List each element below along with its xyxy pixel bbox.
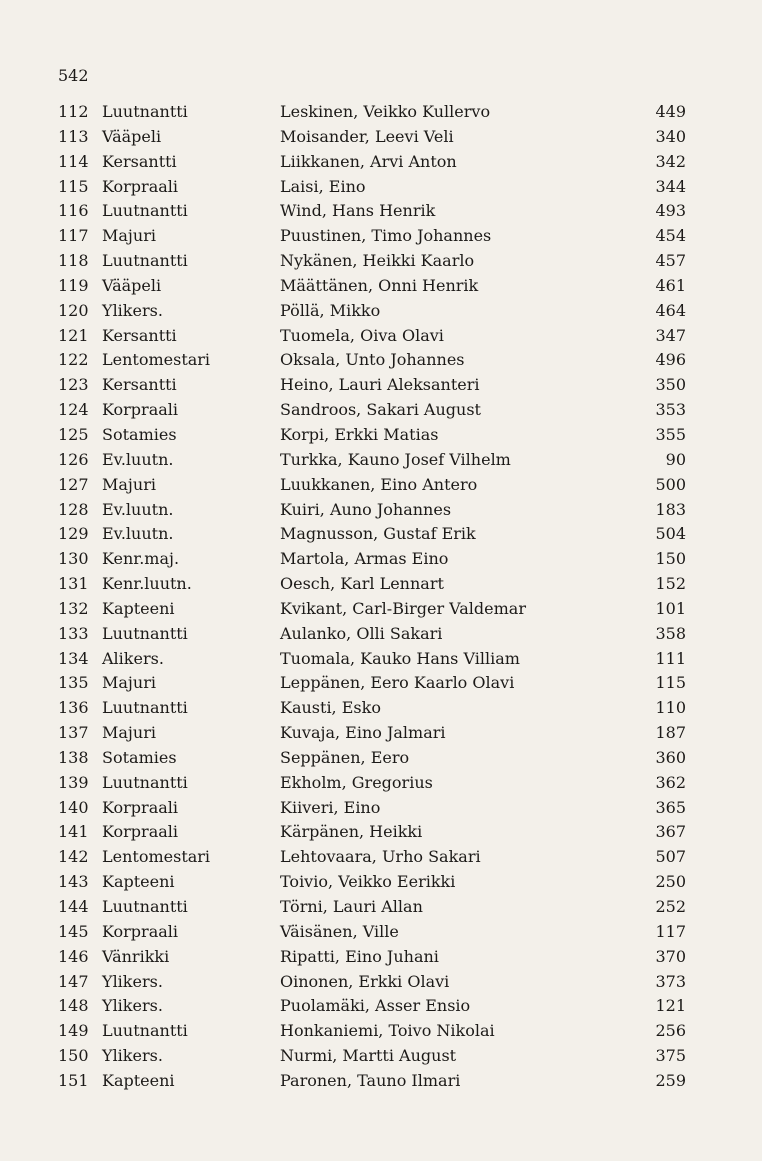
list-item (58, 150, 686, 175)
entry-rank: Luutnantti (102, 772, 188, 792)
entry-page: 256 (655, 1021, 686, 1041)
entry-number: 136 (58, 698, 89, 718)
list-item (58, 622, 686, 647)
entry-page: 90 (665, 449, 686, 469)
entry-rank: Kenr.maj. (102, 549, 180, 569)
entry-rank: Korpraali (102, 400, 179, 420)
entry-number: 123 (58, 375, 89, 395)
entry-page: 101 (655, 598, 686, 618)
entry-name: Wind, Hans Henrik (280, 201, 436, 221)
entry-name: Honkaniemi, Toivo Nikolai (280, 1021, 495, 1041)
entry-name: Lehtovaara, Urho Sakari (280, 847, 481, 867)
entry-page: 350 (655, 375, 686, 395)
list-item (58, 199, 686, 224)
entry-number: 130 (58, 549, 89, 569)
entry-number: 133 (58, 623, 89, 643)
entry-name: Kuiri, Auno Johannes (280, 499, 452, 519)
entry-rank: Ylikers. (102, 300, 163, 320)
entry-name: Martola, Armas Eino (280, 549, 449, 569)
entry-rank: Alikers. (102, 648, 164, 668)
entry-page: 110 (655, 698, 686, 718)
list-item (58, 448, 686, 473)
entry-name: Nykänen, Heikki Kaarlo (280, 251, 475, 271)
list-item (58, 572, 686, 597)
entry-rank: Ylikers. (102, 996, 163, 1016)
list-item (58, 970, 686, 995)
entry-name: Kärpänen, Heikki (280, 822, 423, 842)
entry-page: 183 (655, 499, 686, 519)
entry-number: 115 (58, 176, 89, 196)
entry-name: Oesch, Karl Lennart (280, 574, 444, 594)
entry-name: Puustinen, Timo Johannes (280, 226, 492, 246)
entry-rank: Kersantti (102, 325, 177, 345)
entry-rank: Lentomestari (102, 350, 211, 370)
entry-name: Aulanko, Olli Sakari (280, 623, 443, 643)
entry-number: 128 (58, 499, 89, 519)
entry-page: 373 (655, 971, 686, 991)
list-item (58, 175, 686, 200)
entry-page: 152 (655, 574, 686, 594)
entry-number: 141 (58, 822, 89, 842)
entry-number: 132 (58, 598, 89, 618)
entry-rank: Luutnantti (102, 698, 188, 718)
entry-page: 252 (655, 897, 686, 916)
list-item (58, 994, 686, 1019)
entry-name: Ekholm, Gregorius (280, 772, 433, 792)
entry-rank: Vääpeli (102, 126, 162, 146)
entry-name: Törni, Lauri Allan (280, 897, 423, 916)
entry-page: 355 (655, 424, 686, 444)
list-item (58, 771, 686, 796)
list-item (58, 1019, 686, 1044)
entry-page: 493 (655, 201, 686, 221)
entry-name: Puolamäki, Asser Ensio (280, 996, 471, 1016)
list-item (58, 348, 686, 373)
entry-name: Pöllä, Mikko (280, 300, 381, 320)
entry-page: 187 (655, 723, 686, 743)
list-item (58, 473, 686, 498)
entry-page: 117 (655, 921, 686, 941)
entry-number: 140 (58, 797, 89, 817)
entry-rank: Korpraali (102, 921, 179, 941)
page-number: 542 (58, 66, 89, 85)
entry-page: 344 (655, 176, 686, 196)
list-item (58, 721, 686, 746)
entry-name: Kuvaja, Eino Jalmari (280, 723, 446, 743)
entry-name: Sandroos, Sakari August (280, 400, 481, 420)
entry-name: Paronen, Tauno Ilmari (280, 1070, 461, 1090)
entry-number: 122 (58, 350, 89, 370)
list-item (58, 547, 686, 572)
list-item (58, 125, 686, 150)
list-item (58, 249, 686, 274)
entry-page: 340 (655, 126, 686, 146)
entry-page: 375 (655, 1046, 686, 1066)
entry-number: 126 (58, 449, 89, 469)
entry-page: 259 (655, 1070, 686, 1090)
entry-number: 151 (58, 1070, 89, 1090)
entry-name: Oinonen, Erkki Olavi (280, 971, 450, 991)
entry-page: 342 (655, 151, 686, 171)
entry-rank: Kersantti (102, 151, 177, 171)
entry-page: 362 (655, 772, 686, 792)
entry-page: 365 (655, 797, 686, 817)
entry-page: 115 (655, 673, 686, 693)
entry-name: Leppänen, Eero Kaarlo Olavi (280, 673, 515, 693)
list-item (58, 920, 686, 945)
entry-number: 145 (58, 921, 89, 941)
entry-number: 137 (58, 723, 89, 743)
entry-number: 149 (58, 1021, 89, 1041)
entry-page: 347 (655, 325, 686, 345)
entry-number: 144 (58, 897, 89, 916)
entry-name: Kvikant, Carl-Birger Valdemar (280, 598, 526, 618)
entry-rank: Majuri (102, 673, 156, 693)
entry-list (58, 100, 686, 1094)
list-item (58, 522, 686, 547)
entry-name: Määttänen, Onni Henrik (280, 275, 479, 295)
list-item (58, 945, 686, 970)
entry-number: 142 (58, 847, 89, 867)
entry-name: Kausti, Esko (280, 698, 381, 718)
entry-page: 504 (655, 524, 686, 544)
entry-number: 114 (58, 151, 89, 171)
entry-page: 370 (655, 946, 686, 966)
entry-rank: Kenr.luutn. (102, 574, 192, 594)
entry-rank: Majuri (102, 723, 156, 743)
entry-name: Oksala, Unto Johannes (280, 350, 465, 370)
entry-number: 120 (58, 300, 89, 320)
entry-name: Moisander, Leevi Veli (280, 126, 454, 146)
entry-rank: Kapteeni (102, 872, 175, 892)
entry-number: 146 (58, 946, 89, 966)
entry-rank: Vänrikki (102, 946, 170, 966)
entry-rank: Lentomestari (102, 847, 211, 867)
entry-number: 121 (58, 325, 89, 345)
entry-rank: Ylikers. (102, 1046, 163, 1066)
entry-page: 496 (655, 350, 686, 370)
list-item (58, 1044, 686, 1069)
list-item (58, 671, 686, 696)
entry-rank: Luutnantti (102, 102, 188, 121)
list-item (58, 324, 686, 349)
entry-name: Heino, Lauri Aleksanteri (280, 375, 480, 395)
entry-number: 148 (58, 996, 89, 1016)
entry-page: 464 (655, 300, 686, 320)
entry-page: 111 (655, 648, 686, 668)
entry-name: Ripatti, Eino Juhani (280, 946, 439, 966)
entry-number: 116 (58, 201, 89, 221)
list-item (58, 373, 686, 398)
list-item (58, 597, 686, 622)
entry-number: 135 (58, 673, 89, 693)
entry-rank: Luutnantti (102, 1021, 188, 1041)
entry-page: 358 (655, 623, 686, 643)
entry-name: Magnusson, Gustaf Erik (280, 524, 476, 544)
entry-number: 131 (58, 574, 89, 594)
entry-page: 150 (655, 549, 686, 569)
entry-name: Korpi, Erkki Matias (280, 424, 439, 444)
entry-number: 129 (58, 524, 89, 544)
entry-name: Seppänen, Eero (280, 747, 410, 767)
entry-rank: Ev.luutn. (102, 499, 174, 519)
entry-number: 117 (58, 226, 89, 246)
entry-rank: Kapteeni (102, 598, 175, 618)
entry-rank: Luutnantti (102, 201, 188, 221)
entry-page: 121 (655, 996, 686, 1016)
list-item (58, 696, 686, 721)
entry-page: 457 (655, 251, 686, 271)
entry-name: Toivio, Veikko Eerikki (280, 872, 456, 892)
list-item (58, 895, 686, 920)
entry-page: 461 (655, 275, 686, 295)
list-item (58, 274, 686, 299)
entry-number: 143 (58, 872, 89, 892)
entry-rank: Majuri (102, 474, 156, 494)
entry-name: Väisänen, Ville (280, 921, 399, 941)
entry-name: Leskinen, Veikko Kullervo (280, 102, 491, 121)
entry-rank: Ev.luutn. (102, 524, 174, 544)
list-item (58, 845, 686, 870)
entry-page: 500 (655, 474, 686, 494)
list-item (58, 224, 686, 249)
list-item (58, 820, 686, 845)
entry-page: 454 (655, 226, 686, 246)
list-item (58, 498, 686, 523)
entry-rank: Ylikers. (102, 971, 163, 991)
entry-number: 124 (58, 400, 89, 420)
entry-number: 138 (58, 747, 89, 767)
entry-rank: Luutnantti (102, 623, 188, 643)
entry-number: 150 (58, 1046, 89, 1066)
entry-rank: Luutnantti (102, 897, 188, 916)
list-item (58, 647, 686, 672)
entry-page: 250 (655, 872, 686, 892)
entry-rank: Korpraali (102, 822, 179, 842)
entry-rank: Korpraali (102, 797, 179, 817)
entry-number: 119 (58, 275, 89, 295)
entry-name: Kiiveri, Eino (280, 797, 381, 817)
list-item (58, 746, 686, 771)
entry-number: 147 (58, 971, 89, 991)
entry-name: Luukkanen, Eino Antero (280, 474, 478, 494)
entry-name: Nurmi, Martti August (280, 1046, 457, 1066)
entry-rank: Korpraali (102, 176, 179, 196)
list-item (58, 796, 686, 821)
entry-rank: Ev.luutn. (102, 449, 174, 469)
list-item (58, 1069, 686, 1094)
entry-number: 113 (58, 126, 89, 146)
entry-number: 139 (58, 772, 89, 792)
entry-name: Turkka, Kauno Josef Vilhelm (280, 449, 511, 469)
entry-rank: Sotamies (102, 747, 177, 767)
entry-page: 449 (655, 102, 686, 121)
entry-rank: Kersantti (102, 375, 177, 395)
entry-page: 367 (655, 822, 686, 842)
entry-rank: Vääpeli (102, 275, 162, 295)
entry-name: Laisi, Eino (280, 176, 366, 196)
entry-name: Tuomala, Kauko Hans Villiam (280, 648, 520, 668)
entry-number: 127 (58, 474, 89, 494)
list-item (58, 398, 686, 423)
entry-rank: Sotamies (102, 424, 177, 444)
entry-number: 134 (58, 648, 89, 668)
entry-page: 507 (655, 847, 686, 867)
entry-rank: Kapteeni (102, 1070, 175, 1090)
list-item (58, 423, 686, 448)
list-item (58, 870, 686, 895)
entry-name: Tuomela, Oiva Olavi (280, 325, 444, 345)
entry-number: 125 (58, 424, 89, 444)
entry-page: 360 (655, 747, 686, 767)
entry-rank: Luutnantti (102, 251, 188, 271)
entry-page: 353 (655, 400, 686, 420)
entry-rank: Majuri (102, 226, 156, 246)
entry-number: 112 (58, 102, 89, 121)
list-item (58, 299, 686, 324)
list-item (58, 100, 686, 125)
entry-name: Liikkanen, Arvi Anton (280, 151, 457, 171)
entry-number: 118 (58, 251, 89, 271)
